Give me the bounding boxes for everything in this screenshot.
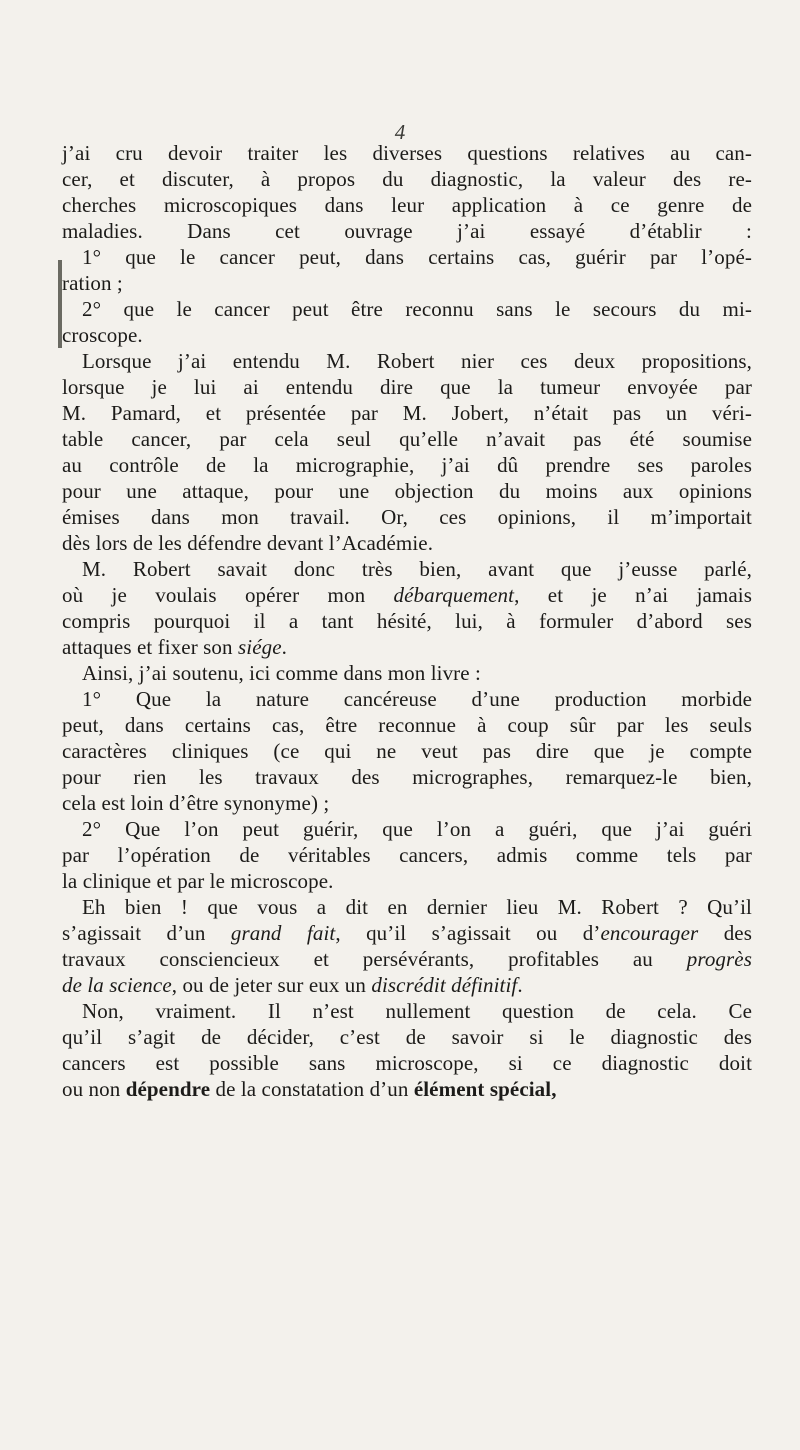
text-segment: des (698, 921, 752, 945)
text-segment: où je voulais opérer mon (62, 583, 394, 607)
text-segment: 2° Que l’on peut guérir, que l’on a guéri, que j’ai guéri (82, 817, 752, 841)
text-line (62, 374, 752, 400)
text-line (62, 868, 752, 894)
text-segment: caractères cliniques (ce qui ne veut pas dire que je compte (62, 739, 752, 763)
bold-text: dépendre (125, 1077, 211, 1101)
text-segment: travaux consciencieux et persévérants, profitables au (62, 947, 687, 971)
text-line (62, 530, 752, 556)
text-line (62, 998, 752, 1024)
text-segment: pour rien les travaux des micrographes, remarquez-le bien, (62, 765, 752, 789)
text-segment: 2° que le cancer peut être reconnu sans le secours du mi- (82, 297, 752, 321)
text-segment: ou non (62, 1077, 126, 1101)
text-line (62, 296, 752, 322)
text-line (62, 764, 752, 790)
text-segment: . (517, 973, 523, 997)
text-segment: M. Pamard, et présentée par M. Jobert, n’était pas un véri- (62, 401, 752, 425)
text-line (62, 972, 752, 998)
text-segment: Eh bien ! que vous a dit en dernier lieu M. Robert ? Qu’il (82, 895, 752, 919)
text-segment: 1° que le cancer peut, dans certains cas, guérir par l’opé- (82, 245, 752, 269)
text-line (62, 348, 752, 374)
text-line (62, 192, 752, 218)
text-segment: Ainsi, j’ai soutenu, ici comme dans mon livre : (82, 661, 481, 685)
text-segment: , ou de jeter sur eux un (171, 973, 372, 997)
text-segment: qu’il s’agit de décider, c’est de savoir si le diagnostic des (62, 1025, 752, 1049)
text-line (62, 582, 752, 608)
text-line (62, 790, 752, 816)
text-line (62, 842, 752, 868)
text-segment: M. Robert savait donc très bien, avant que j’eusse parlé, (82, 557, 752, 581)
text-line (62, 660, 752, 686)
text-line (62, 946, 752, 972)
text-segment: peut, dans certains cas, être reconnue à coup sûr par les seuls (62, 713, 752, 737)
text-segment: au contrôle de la micrographie, j’ai dû prendre ses paroles (62, 453, 752, 477)
text-segment: par l’opération de véritables cancers, admis comme tels par (62, 843, 752, 867)
text-segment: s’agissait d’un (62, 921, 231, 945)
italic-text: discrédit définitif (371, 973, 518, 997)
text-line (62, 244, 752, 270)
text-segment: j’ai cru devoir traiter les diverses questions relatives au can- (62, 141, 752, 165)
text-line (62, 270, 752, 296)
text-line (62, 322, 752, 348)
text-line (62, 1076, 752, 1102)
text-segment: émises dans mon travail. Or, ces opinions, il m’importait (62, 505, 752, 529)
text-line (62, 1024, 752, 1050)
italic-text: de la science (62, 973, 172, 997)
text-segment: attaques et fixer son (62, 635, 238, 659)
text-line (62, 712, 752, 738)
text-line (62, 920, 752, 946)
text-line (62, 634, 752, 660)
text-segment: pour une attaque, pour une objection du moins aux opinions (62, 479, 752, 503)
italic-text: siége (237, 635, 282, 659)
text-line (62, 504, 752, 530)
bold-text: élément spécial, (413, 1077, 557, 1101)
text-segment: croscope. (62, 323, 143, 347)
text-line (62, 1050, 752, 1076)
text-segment: cer, et discuter, à propos du diagnostic, la valeur des re- (62, 167, 752, 191)
text-line (62, 686, 752, 712)
text-line (62, 894, 752, 920)
text-segment: cela est loin d’être synonyme) ; (62, 791, 330, 815)
text-segment: lorsque je lui ai entendu dire que la tumeur envoyée par (62, 375, 752, 399)
text-line (62, 478, 752, 504)
text-line (62, 426, 752, 452)
text-segment: 1° Que la nature cancéreuse d’une production morbide (82, 687, 752, 711)
text-line (62, 166, 752, 192)
text-segment: compris pourquoi il a tant hésité, lui, à formuler d’abord ses (62, 609, 752, 633)
italic-text: débarquement (393, 583, 515, 607)
italic-text: encourager (600, 921, 699, 945)
text-line (62, 816, 752, 842)
text-segment: . (281, 635, 287, 659)
text-segment: Non, vraiment. Il n’est nullement question de cela. Ce (82, 999, 752, 1023)
text-line (62, 608, 752, 634)
text-segment: la clinique et par le microscope. (62, 869, 334, 893)
page-number: 4 (394, 120, 406, 144)
text-segment: , et je n’ai jamais (514, 583, 752, 607)
text-segment: ration ; (62, 271, 123, 295)
text-line (62, 556, 752, 582)
body-text (62, 140, 752, 1102)
text-segment: dès lors de les défendre devant l’Académie. (62, 531, 434, 555)
text-segment: cancers est possible sans microscope, si ce diagnostic doit (62, 1051, 752, 1075)
text-segment: Lorsque j’ai entendu M. Robert nier ces deux propositions, (82, 349, 752, 373)
text-line (62, 452, 752, 478)
text-segment: maladies. Dans cet ouvrage j’ai essayé d’établir : (62, 219, 752, 243)
text-line (62, 738, 752, 764)
text-segment: , qu’il s’agissait ou d’ (335, 921, 601, 945)
text-line (62, 140, 752, 166)
text-segment: cherches microscopiques dans leur application à ce genre de (62, 193, 752, 217)
text-line (62, 218, 752, 244)
text-line (62, 400, 752, 426)
text-segment: table cancer, par cela seul qu’elle n’avait pas été soumise (62, 427, 752, 451)
italic-text: progrès (686, 947, 752, 971)
text-segment: de la constatation d’un (210, 1077, 414, 1101)
italic-text: grand fait (230, 921, 336, 945)
